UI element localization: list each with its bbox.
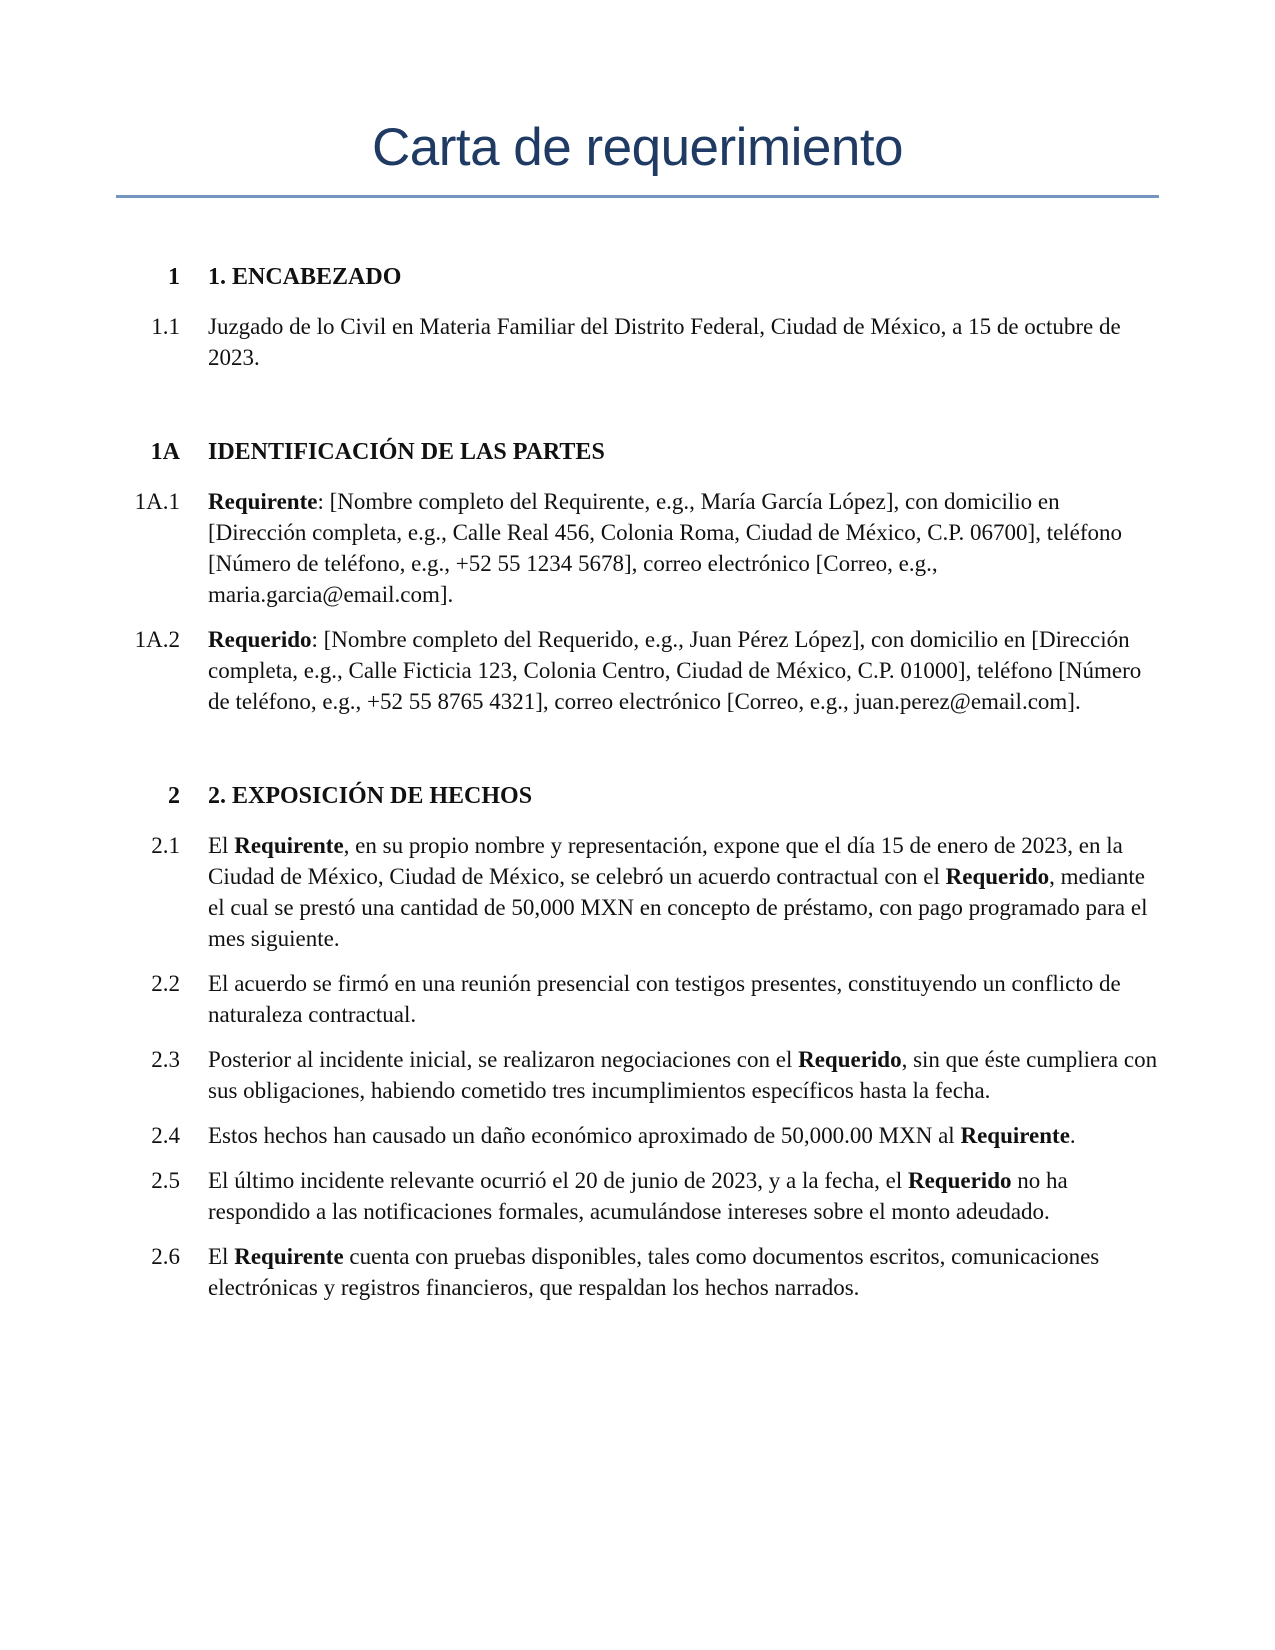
paragraph-row (116, 968, 1159, 1030)
item-text-segment: , mediante el cual se prestó una cantidad de 50,000 MXN en concepto de préstamo, con pago programado para el mes siguiente. (208, 863, 1148, 951)
item-number: 2.6 (151, 1243, 180, 1269)
item-text (208, 486, 1158, 610)
item-number: 1A (150, 438, 180, 465)
paragraph-row (116, 1120, 1159, 1151)
item-number: 2.5 (151, 1167, 180, 1193)
item-text-segment: no ha respondido a las notificaciones formales, acumulándose intereses sobre el monto adeudado. (208, 1167, 1068, 1224)
item-text-segment: El (208, 832, 235, 858)
item-number: 2.3 (151, 1046, 180, 1072)
item-number: 1 (168, 263, 180, 290)
paragraph-row (116, 486, 1159, 610)
item-text-bold-segment: Requirente (234, 832, 344, 858)
item-text-bold-segment: 1. ENCABEZADO (208, 263, 402, 290)
item-text-segment: , sin que éste cumpliera con sus obligaciones, habiendo cometido tres incumplimientos específicos hasta la fecha. (208, 1046, 1158, 1103)
paragraph-row (116, 624, 1159, 717)
item-text-bold-segment: Requirente (960, 1122, 1070, 1148)
item-number: 1.1 (151, 313, 180, 339)
item-number: 2.2 (151, 970, 180, 996)
item-text-segment: El último incidente relevante ocurrió el 20 de junio de 2023, y a la fecha, el (208, 1167, 908, 1193)
paragraph-row (116, 1044, 1159, 1106)
document-body (116, 262, 1159, 1303)
item-text-bold-segment: Requirente (234, 1243, 344, 1269)
item-text-segment: Posterior al incidente inicial, se realizaron negociaciones con el (208, 1046, 799, 1072)
item-text (208, 624, 1158, 717)
item-text (208, 311, 1158, 373)
document-title: Carta de requerimiento (116, 118, 1159, 198)
item-number: 2.1 (151, 832, 180, 858)
item-text (208, 437, 1158, 468)
item-text-segment: Juzgado de lo Civil en Materia Familiar del Distrito Federal, Ciudad de México, a 15 de octubre de 2023. (208, 313, 1121, 370)
item-text-segment: cuenta con pruebas disponibles, tales como documentos escritos, comunicaciones electrónicas y registros financieros, que respaldan los hechos narrados. (208, 1243, 1100, 1300)
item-text (208, 830, 1158, 954)
section-heading-row (116, 262, 1159, 293)
item-text (208, 968, 1158, 1030)
paragraph-row (116, 311, 1159, 373)
item-number: 2.4 (151, 1122, 180, 1148)
paragraph-row (116, 830, 1159, 954)
item-text-bold-segment: Requerido (907, 1167, 1012, 1193)
item-text-segment: , en su propio nombre y representación, expone que el día 15 de enero de 2023, en la Ciudad de México, Ciudad de México, se celebró un acuerdo contractual con el (208, 832, 1123, 889)
item-text (208, 262, 1158, 293)
item-text-bold-segment: IDENTIFICACIÓN DE LAS PARTES (208, 438, 605, 465)
section-heading-row (116, 437, 1159, 468)
item-text-bold-segment: Requerido (208, 626, 312, 652)
item-number: 2 (168, 782, 180, 809)
item-text (208, 781, 1158, 812)
item-text (208, 1241, 1158, 1303)
item-text-bold-segment: Requerido (945, 863, 1050, 889)
item-text-segment: : [Nombre completo del Requerido, e.g., Juan Pérez López], con domicilio en [Dirección completa, e.g., Calle Ficticia 123, Colonia Centro, Ciudad de México, C.P. 01000], teléfono [Número de teléfono, e.g., +52 55 8765 4321], correo electrónico [Correo, e.g., juan.perez@email.com]. (208, 626, 1142, 714)
item-text-segment: Estos hechos han causado un daño económico aproximado de 50,000.00 MXN al (208, 1122, 961, 1148)
item-text-segment: El (208, 1243, 235, 1269)
item-text (208, 1120, 1158, 1151)
item-text-bold-segment: Requerido (798, 1046, 902, 1072)
item-text (208, 1165, 1158, 1227)
item-text (208, 1044, 1158, 1106)
item-text-bold-segment: 2. EXPOSICIÓN DE HECHOS (208, 782, 533, 809)
section-heading-row (116, 781, 1159, 812)
item-number: 1A.2 (134, 626, 180, 652)
item-text-bold-segment: Requirente (208, 488, 318, 514)
item-text-segment: . (1069, 1122, 1076, 1148)
item-number: 1A.1 (134, 488, 180, 514)
item-text-segment: El acuerdo se firmó en una reunión presencial con testigos presentes, constituyendo un conflicto de naturaleza contractual. (208, 970, 1121, 1027)
paragraph-row (116, 1165, 1159, 1227)
item-text-segment: : [Nombre completo del Requirente, e.g., María García López], con domicilio en [Dirección completa, e.g., Calle Real 456, Colonia Roma, Ciudad de México, C.P. 06700], teléfono [Número de teléfono, e.g., +52 55 1234 5678], correo electrónico [Correo, e.g., maria.garcia@email.com]. (208, 488, 1123, 607)
paragraph-row (116, 1241, 1159, 1303)
